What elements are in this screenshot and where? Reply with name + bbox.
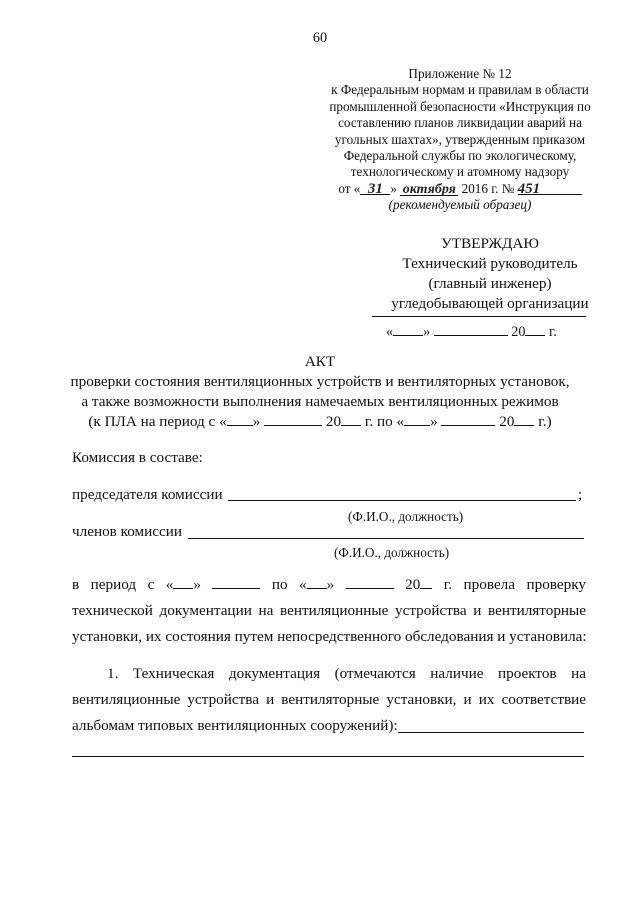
date-number-handwritten: 451 — [518, 181, 582, 195]
appendix-title: Приложение № 12 — [408, 66, 512, 81]
item1-line: вентиляционные устройства и вентиляторные установки, и их соответствие — [72, 691, 586, 708]
members-label: членов комиссии — [72, 523, 183, 540]
chair-label: председателя комиссии — [72, 486, 223, 503]
approval-month-field[interactable] — [434, 322, 508, 336]
period-text-line: технической документации на вентиляционные устройства и вентиляторные — [72, 602, 586, 619]
appendix-line: угольных шахтах», утвержденным приказом — [334, 131, 586, 147]
item1-answer-field[interactable] — [398, 732, 584, 733]
approval-date: « » 20 г. — [386, 324, 557, 340]
act-period-line: (к ПЛА на период с « » 20 г. по « » 20 г.) — [88, 413, 552, 430]
appendix-line: Федеральной службы по экологическому, — [343, 148, 577, 164]
period-year-field[interactable] — [420, 575, 432, 589]
act-from-month-field[interactable] — [264, 412, 322, 426]
act-subtitle-line: а также возможности выполнения намечаемых вентиляционных режимов — [81, 393, 559, 410]
page-number: 60 — [312, 30, 328, 46]
appendix-date — [310, 181, 610, 197]
item1-line: альбомам типовых вентиляционных сооружений): — [72, 717, 398, 734]
act-block — [0, 352, 640, 432]
appendix-note: (рекомендуемый образец) — [388, 197, 532, 213]
approval-line: (главный инженер) — [428, 275, 552, 292]
period-to-day-field[interactable] — [307, 575, 327, 589]
date-mid: » — [390, 180, 397, 196]
period-from-month-field[interactable] — [212, 575, 260, 589]
approval-title: УТВЕРЖДАЮ — [441, 235, 539, 252]
period-from-day-field[interactable] — [173, 575, 193, 589]
act-subtitle-line: проверки состояния вентиляционных устройств и вентиляторных установок, — [70, 373, 570, 390]
period-text-line: установки, их состояния путем непосредственного обследования и установила: — [72, 628, 587, 645]
act-to-month-field[interactable] — [441, 412, 495, 426]
act-to-day-field[interactable] — [404, 412, 430, 426]
appendix-line: технологическому и атомному надзору — [350, 164, 570, 180]
item1-answer-line[interactable] — [72, 756, 584, 757]
approval-line: Технический руководитель — [402, 255, 578, 272]
item1-line: 1. Техническая документация (отмечаются наличие проектов на — [107, 665, 586, 682]
commission-heading: Комиссия в составе: — [72, 449, 203, 466]
chair-semicolon: ; — [578, 486, 583, 503]
act-from-day-field[interactable] — [227, 412, 253, 426]
period-to-month-field[interactable] — [346, 575, 394, 589]
appendix-line: промышленной безопасности «Инструкция по — [329, 98, 591, 114]
date-day-handwritten: 31 — [360, 181, 390, 195]
period-line: в период с « » по « » 20 г. провела проверку — [72, 576, 586, 593]
approval-block — [360, 234, 620, 314]
appendix-block — [310, 66, 610, 214]
appendix-line: к Федеральным нормам и правилам в области — [331, 82, 589, 98]
approval-line: угледобывающей организации — [391, 295, 589, 312]
approval-signature-line[interactable] — [372, 316, 586, 317]
members-hint: (Ф.И.О., должность) — [334, 545, 450, 560]
act-title: АКТ — [304, 353, 336, 370]
members-field[interactable] — [188, 538, 584, 539]
chair-hint: (Ф.И.О., должность) — [348, 509, 464, 524]
act-to-year-field[interactable] — [514, 412, 534, 426]
date-month-handwritten: октября — [400, 182, 458, 196]
approval-day-field[interactable] — [393, 322, 423, 336]
date-prefix: от « — [338, 180, 361, 196]
act-from-year-field[interactable] — [341, 412, 361, 426]
chair-field[interactable] — [228, 500, 576, 501]
date-year: 2016 г. № — [461, 180, 515, 196]
approval-year-field[interactable] — [525, 322, 545, 336]
appendix-line: составлению планов ликвидации аварий на — [338, 115, 582, 131]
chair-row — [72, 485, 223, 505]
